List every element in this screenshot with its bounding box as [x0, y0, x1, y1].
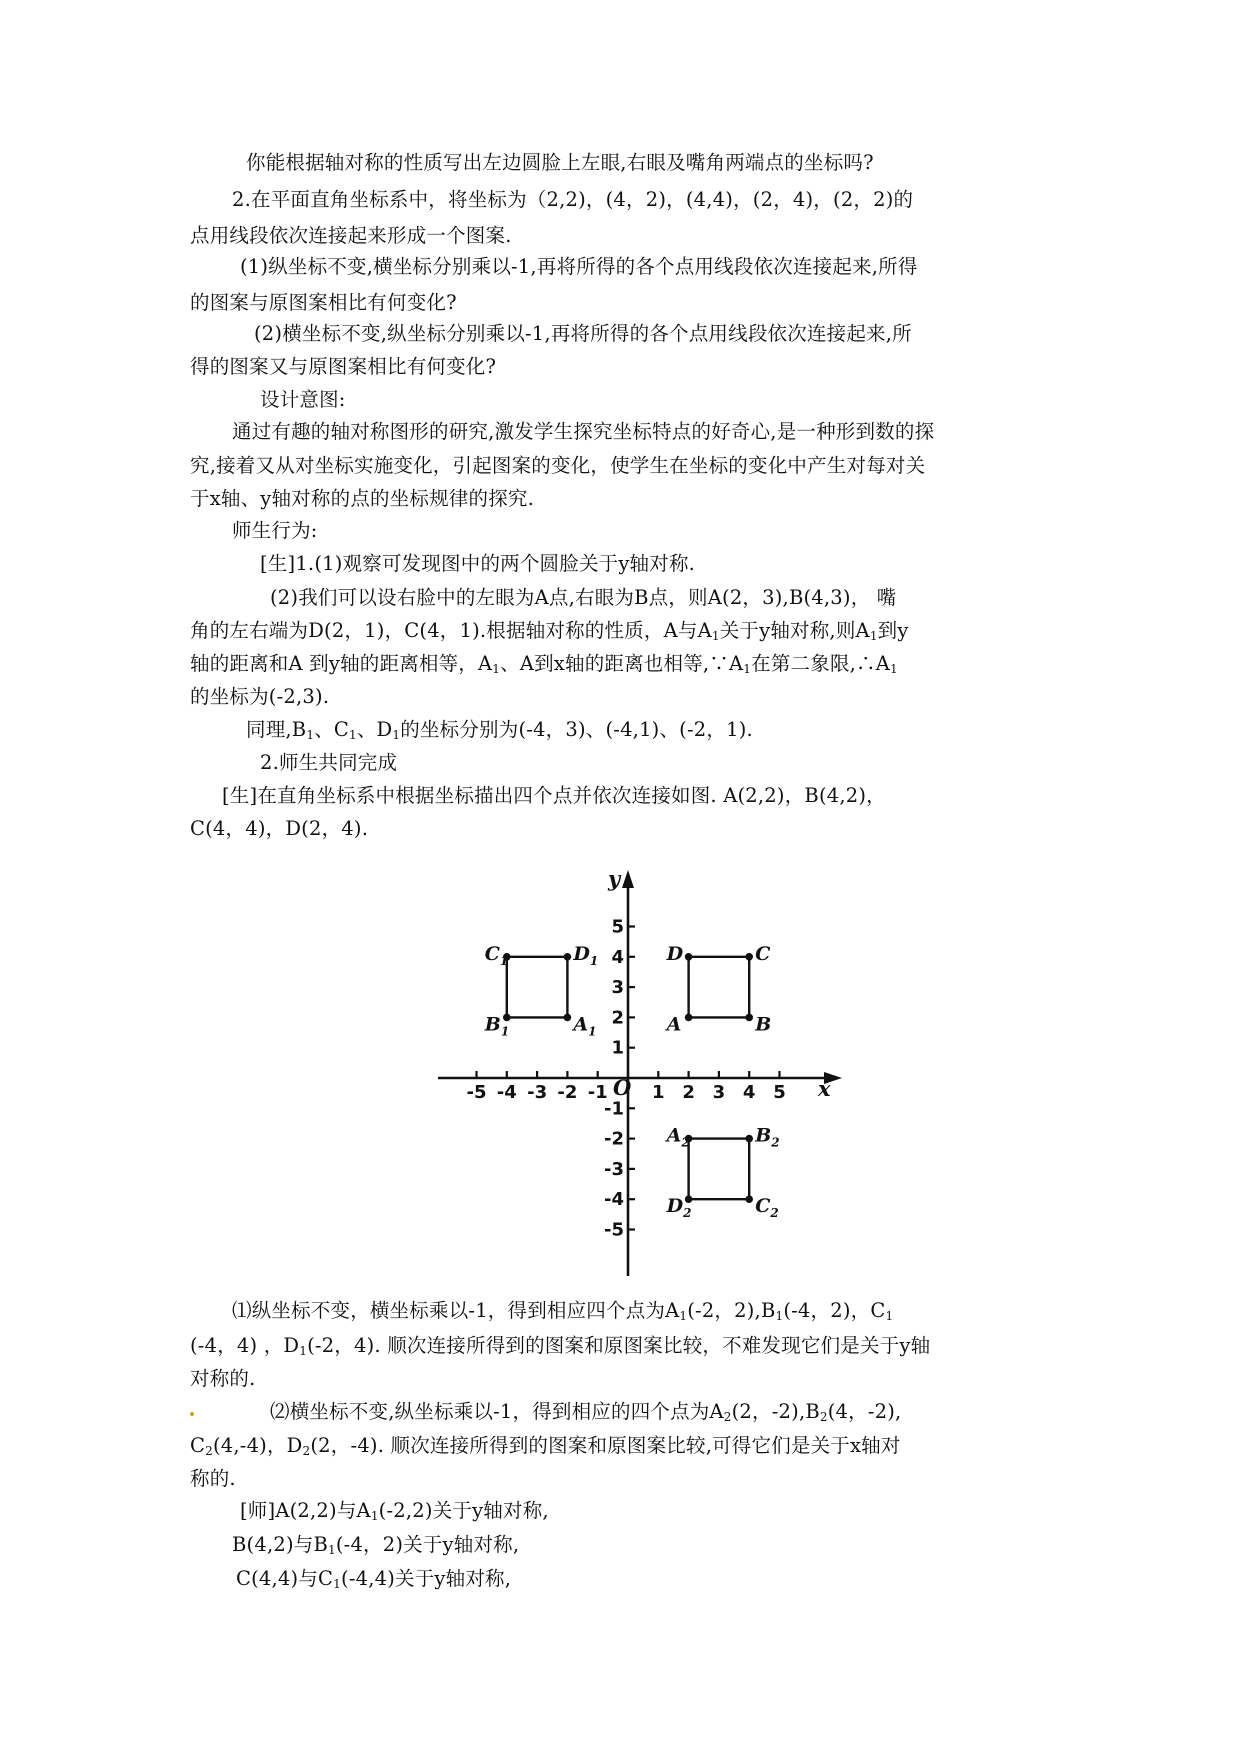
point-label-subscript: 1: [588, 1024, 597, 1039]
text-run: 你能根据轴对称的性质写出左边圆脸上左眼,右眼及嘴角两端点的坐标吗?: [246, 151, 874, 174]
text-line: [270, 584, 897, 612]
y-axis-label: y: [608, 866, 621, 891]
text-line: [240, 1497, 549, 1525]
point-marker: [564, 953, 572, 961]
point-label-subscript: 2: [770, 1206, 779, 1221]
point-label: B: [755, 1013, 772, 1036]
text-run: (4,-4)，D: [212, 1434, 303, 1457]
text-line: [190, 1465, 236, 1493]
text-line: [190, 1365, 256, 1393]
text-run: 在第二象限,∴A: [751, 652, 891, 675]
subscript: 1: [743, 662, 752, 676]
text-run: (2，-2),B: [731, 1400, 820, 1423]
point-marker: [745, 1195, 753, 1203]
stray-mark: [190, 1412, 194, 1416]
point-marker: [685, 1014, 693, 1022]
x-tick-label: 3: [712, 1082, 726, 1103]
text-run: (2，-4). 顺次连接所得到的图案和原图案比较,可得它们是关于x轴对: [310, 1434, 901, 1457]
text-run: 称的.: [190, 1467, 236, 1490]
point-marker: [745, 1135, 753, 1143]
point-label-subscript: 1: [500, 1024, 510, 1039]
point-marker: [685, 953, 693, 961]
text-line: [190, 650, 898, 678]
text-line: [190, 222, 512, 250]
text-run: (-2，4). 顺次连接所得到的图案和原图案比较，不难发现它们是关于y轴: [307, 1334, 931, 1357]
text-run: 轴的距离和A 到y轴的距离相等，A: [190, 652, 493, 675]
coordinate-figure: [436, 858, 866, 1288]
text-line: [190, 1332, 930, 1360]
text-line: [236, 1565, 511, 1593]
x-tick-label: -5: [466, 1082, 487, 1103]
text-line: [190, 815, 368, 843]
text-run: C: [190, 1434, 206, 1457]
x-tick-label: 2: [682, 1082, 695, 1103]
text-run: C(4,4)与C: [236, 1567, 334, 1590]
text-run: 、C: [314, 718, 350, 741]
point-label-subscript: 1: [589, 953, 599, 968]
subscript: 2: [723, 1410, 732, 1424]
x-tick-label: -2: [557, 1082, 578, 1103]
text-run: 角的左右端为D(2，1)，C(4，1).根据轴对称的性质，A与A: [190, 619, 712, 642]
text-run: [师]A(2,2)与A: [240, 1499, 371, 1522]
text-run: 的坐标分别为(-4，3)、(-4,1)、(-2，1).: [400, 718, 753, 741]
text-run: 究,接着又从对坐标实施变化，引起图案的变化，使学生在坐标的变化中产生对每对关: [190, 454, 926, 477]
text-run: ⑵横坐标不变,纵坐标乘以-1，得到相应的四个点为A: [270, 1400, 724, 1423]
text-line: [190, 1432, 901, 1460]
subscript: 1: [885, 1309, 894, 1323]
y-tick-label: 3: [611, 977, 624, 999]
y-tick-label: -1: [604, 1098, 624, 1120]
origin-label: O: [613, 1075, 632, 1100]
text-run: (4，-2),: [827, 1400, 902, 1423]
text-run: (-2,2)关于y轴对称,: [378, 1499, 549, 1522]
figure-square: [507, 957, 568, 1018]
y-tick-label: -4: [604, 1189, 624, 1211]
point-marker: [685, 1195, 693, 1203]
text-line: [232, 1297, 893, 1325]
text-line: [260, 386, 346, 414]
point-marker: [745, 953, 753, 961]
x-tick-label: -3: [527, 1082, 548, 1103]
text-run: 2.在平面直角坐标系中，将坐标为（2,2)，(4，2)，(4,4)，(2，4)，(2，2)的: [232, 188, 914, 211]
text-run: (-4，2)关于y轴对称,: [335, 1533, 520, 1556]
text-line: [190, 452, 925, 480]
text-run: (2)我们可以设右脸中的左眼为A点,右眼为B点，则A(2，3),B(4,3)， 嘴: [270, 586, 897, 609]
x-axis-label: x: [818, 1076, 831, 1101]
text-run: (2)横坐标不变,纵坐标分别乘以-1,再将所得的各个点用线段依次连接起来,所: [254, 322, 912, 345]
point-label-subscript: 2: [681, 1135, 690, 1150]
y-tick-label: 4: [611, 946, 624, 968]
text-run: [生]在直角坐标系中根据坐标描出四个点并依次连接如图. A(2,2)，B(4,2)，: [222, 784, 886, 807]
x-tick-label: 1: [652, 1082, 665, 1103]
subscript: 1: [890, 662, 898, 676]
text-line: [190, 289, 457, 317]
text-run: C(4，4)，D(2，4).: [190, 817, 369, 840]
point-label: C: [755, 942, 771, 965]
text-run: (-4，4) ，D: [190, 1334, 300, 1357]
y-tick-label: -3: [604, 1158, 624, 1180]
text-run: (-4，2)，C: [783, 1299, 886, 1322]
text-line: [246, 716, 753, 744]
point-label-subscript: 1: [499, 953, 509, 968]
text-line: [254, 320, 912, 348]
subscript: 1: [349, 728, 357, 742]
figure-square: [689, 1139, 750, 1200]
subscript: 1: [492, 662, 501, 676]
x-tick-label: -1: [587, 1082, 608, 1103]
subscript: 1: [333, 1577, 342, 1591]
y-tick-label: 2: [611, 1007, 624, 1029]
text-run: 同理,B: [246, 718, 307, 741]
point-label: $A_1$: [573, 1013, 597, 1039]
point-marker: [564, 1014, 572, 1022]
point-label: $C_2$: [755, 1195, 779, 1221]
point-label: $C_1$: [484, 942, 509, 968]
subscript: 1: [775, 1309, 784, 1323]
subscript: 2: [302, 1444, 311, 1458]
text-run: (1)纵坐标不变,横坐标分别乘以-1,再将所得的各个点用线段依次连接起来,所得: [240, 255, 918, 278]
text-run: ⑴纵坐标不变，横坐标乘以-1，得到相应四个点为A: [232, 1299, 680, 1322]
text-line: [260, 749, 397, 777]
text-run: (-2，2),B: [687, 1299, 776, 1322]
subscript: 1: [328, 1543, 336, 1557]
text-run: 的坐标为(-2,3).: [190, 685, 330, 708]
text-run: (-4,4)关于y轴对称,: [341, 1567, 512, 1590]
point-label-subscript: 2: [683, 1206, 692, 1221]
text-run: [生]1.(1)观察可发现图中的两个圆脸关于y轴对称.: [260, 552, 696, 575]
text-line: [190, 485, 534, 513]
y-tick-label: -2: [604, 1128, 624, 1150]
text-line: [222, 782, 886, 810]
y-tick-label: -5: [604, 1219, 624, 1241]
point-label: A: [666, 1013, 682, 1036]
text-run: B(4,2)与B: [232, 1533, 328, 1556]
subscript: 1: [370, 1509, 379, 1523]
text-line: [190, 683, 329, 711]
text-line: [260, 550, 695, 578]
point-label: $A_2$: [666, 1124, 690, 1150]
subscript: 1: [869, 629, 878, 643]
point-label: $D_2$: [666, 1195, 692, 1221]
text-line: [240, 253, 918, 281]
subscript: 1: [299, 1344, 308, 1358]
text-line: [232, 186, 913, 214]
text-line: [232, 517, 318, 545]
subscript: 1: [679, 1309, 688, 1323]
point-label: $B_2$: [755, 1124, 780, 1150]
text-run: 设计意图:: [260, 388, 346, 411]
subscript: 1: [392, 728, 401, 742]
text-run: 点用线段依次连接起来形成一个图案.: [190, 224, 512, 247]
subscript: 1: [306, 728, 315, 742]
text-line: [232, 1531, 519, 1559]
text-run: 2.师生共同完成: [260, 751, 398, 774]
text-line: [190, 617, 909, 645]
point-label: $B_1$: [484, 1013, 510, 1039]
y-axis-arrow: [622, 870, 634, 888]
point-marker: [745, 1014, 753, 1022]
text-run: 通过有趣的轴对称图形的研究,激发学生探究坐标特点的好奇心,是一种形到数的探: [232, 420, 935, 443]
text-run: 的图案与原图案相比有何变化?: [190, 291, 457, 314]
y-tick-label: 1: [611, 1037, 624, 1059]
text-line: [270, 1398, 901, 1426]
subscript: 2: [205, 1444, 213, 1458]
point-label-subscript: 2: [771, 1135, 780, 1150]
point-label: $D_1$: [573, 942, 599, 968]
point-label: D: [666, 942, 684, 965]
text-line: [232, 418, 934, 446]
text-run: 对称的.: [190, 1367, 256, 1390]
subscript: 2: [819, 1410, 828, 1424]
x-tick-label: -4: [496, 1082, 517, 1103]
x-tick-label: 4: [742, 1082, 756, 1103]
text-run: 、A到x轴的距离也相等,∵A: [500, 652, 744, 675]
text-run: 关于y轴对称,则A: [719, 619, 870, 642]
figure-square: [689, 957, 750, 1018]
subscript: 1: [711, 629, 720, 643]
text-run: 师生行为:: [232, 519, 318, 542]
text-run: 到y: [877, 619, 909, 642]
text-line: [246, 149, 874, 177]
text-run: 、D: [356, 718, 393, 741]
x-tick-label: 5: [773, 1082, 786, 1103]
text-line: [190, 353, 496, 381]
text-run: 得的图案又与原图案相比有何变化?: [190, 355, 497, 378]
y-tick-label: 5: [611, 916, 624, 938]
text-run: 于x轴、y轴对称的点的坐标规律的探究.: [190, 487, 535, 510]
point-marker: [503, 1014, 511, 1022]
